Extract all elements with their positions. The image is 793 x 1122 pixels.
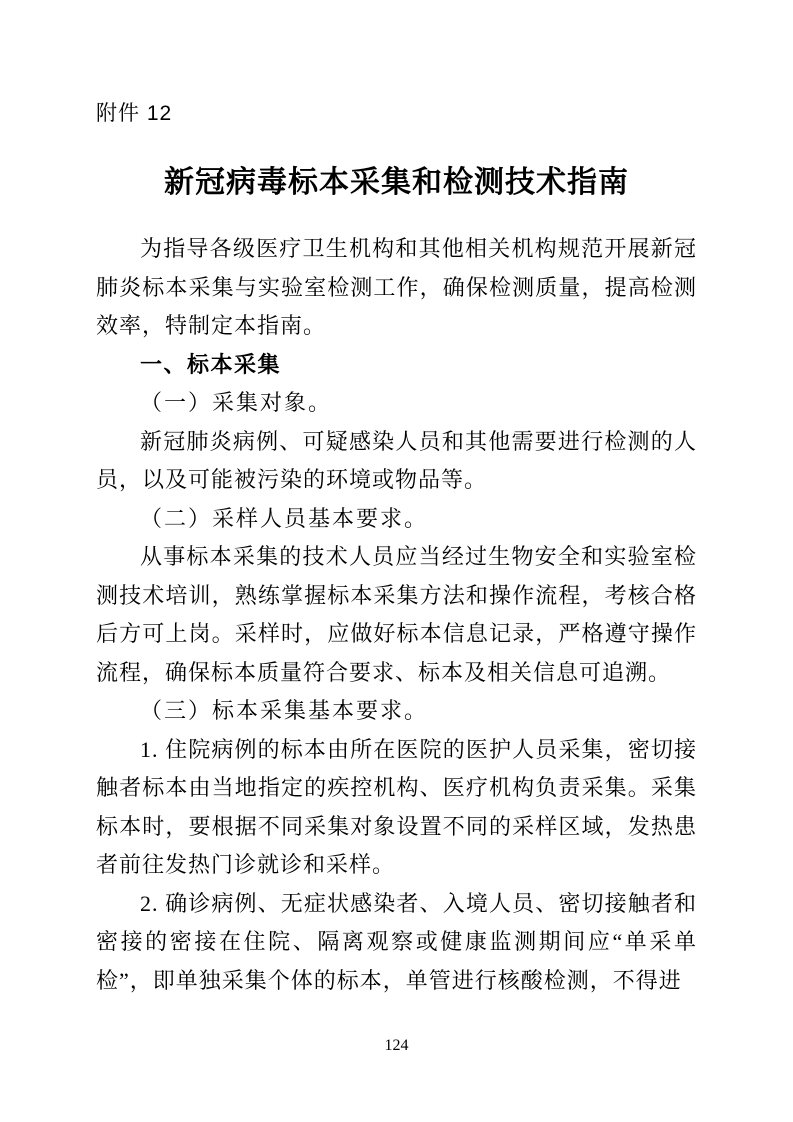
subsection-1-2-paragraph: 从事标本采集的技术人员应当经过生物安全和实验室检测技术培训，熟练掌握标本采集方法和操作流程，考核合格后方可上岗。采样时，应做好标本信息记录，严格遵守操作流程，确保标本质量符合要求、标本及相关信息可追溯。 — [96, 544, 697, 685]
page-number: 124 — [384, 1037, 409, 1054]
subsection-1-3-item-2: 2. 确诊病例、无症状感染者、入境人员、密切接触者和密接的密接在住院、隔离观察或健康监测期间应“单采单检”，即单独采集个体的标本，单管进行核酸检测，不得进 — [96, 890, 697, 993]
intro-paragraph: 为指导各级医疗卫生机构和其他相关机构规范开展新冠肺炎标本采集与实验室检测工作，确保检测质量，提高检测效率，特制定本指南。 — [96, 236, 697, 338]
subsection-1-2-heading: （二）采样人员基本要求。 — [140, 505, 429, 531]
subsection-1-1-paragraph: 新冠肺炎病例、可疑感染人员和其他需要进行检测的人员，以及可能被污染的环境或物品等。 — [96, 428, 697, 492]
attachment-label: 附件 12 — [96, 102, 173, 125]
section-1-heading: 一、标本采集 — [140, 351, 282, 377]
document-title: 新冠病毒标本采集和检测技术指南 — [164, 166, 629, 199]
subsection-1-3-item-1: 1. 住院病例的标本由所在医院的医护人员采集，密切接触者标本由当地指定的疾控机构、医疗机构负责采集。采集标本时，要根据不同采集对象设置不同的采样区域，发热患者前往发热门诊就诊和采样。 — [96, 736, 697, 877]
subsection-1-1-heading: （一）采集对象。 — [140, 390, 333, 415]
document-body — [96, 230, 697, 1000]
subsection-1-3-heading: （三）标本采集基本要求。 — [140, 698, 429, 723]
